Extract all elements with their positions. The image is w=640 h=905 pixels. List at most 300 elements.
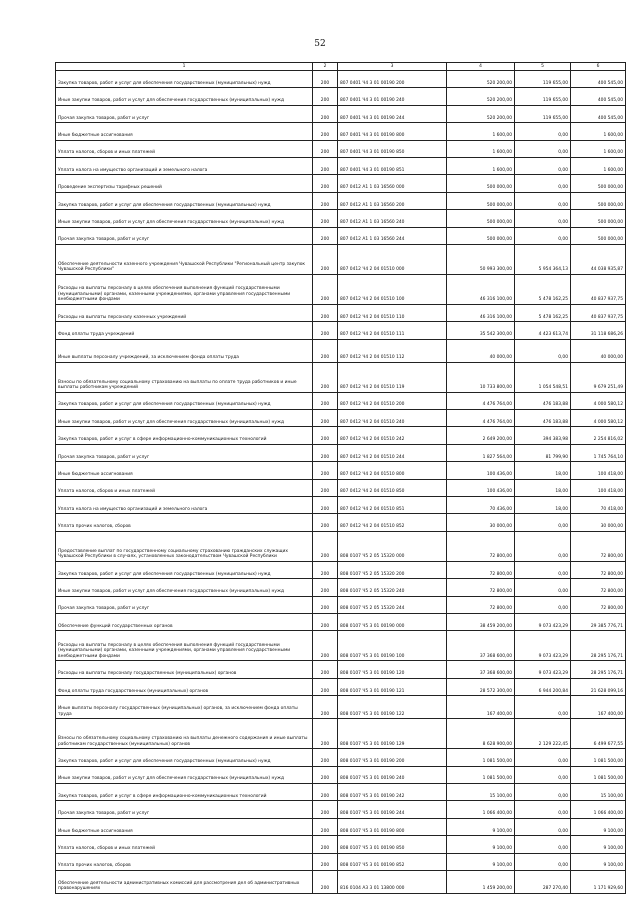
row-exec-cell: 0,00: [515, 783, 571, 800]
row-kbk-cell: 807 0412 Ч4 2 04 01510 852: [338, 514, 447, 531]
row-name-cell: Расходы на выплаты персоналу в целях обеспечения выполнения функций государственными (муниципальными) органами, казенными учреждениями, органами управления государственными внебюджетными фондами: [56, 631, 313, 661]
row-kbk-cell: 808 0107 Ч5 2 05 15320 000: [338, 531, 447, 561]
row-kbk-cell: 808 0107 Ч5 3 01 00190 244: [338, 801, 447, 818]
row-plan-cell: 500 000,00: [447, 175, 515, 192]
row-name-cell: Уплата налога на имущество организаций и земельного налога: [56, 157, 313, 174]
table-row: [56, 579, 626, 596]
row-kbk-cell: 807 0412 Ч4 2 04 01510 000: [338, 244, 447, 274]
row-code-cell: 200: [313, 274, 338, 304]
row-rest-cell: 500 000,00: [571, 175, 626, 192]
row-exec-cell: 0,00: [515, 123, 571, 140]
table-row: [56, 140, 626, 157]
row-rest-cell: 4 000 580,12: [571, 392, 626, 409]
table-row: [56, 479, 626, 496]
table-row: [56, 853, 626, 870]
row-code-cell: 200: [313, 392, 338, 409]
row-kbk-cell: 807 0412 А1 1 03 16560 200: [338, 192, 447, 209]
row-exec-cell: 18,00: [515, 462, 571, 479]
row-plan-cell: 10 733 800,00: [447, 362, 515, 392]
row-kbk-cell: 808 0107 Ч5 3 01 00190 800: [338, 818, 447, 835]
row-kbk-cell: 808 0107 Ч5 2 05 15320 240: [338, 579, 447, 596]
table-row: [56, 339, 626, 362]
row-name-cell: Фонд оплаты труда учреждений: [56, 322, 313, 339]
row-exec-cell: 0,00: [515, 140, 571, 157]
row-rest-cell: 40 837 937,75: [571, 304, 626, 321]
row-name-cell: Прочая закупка товаров, работ и услуг: [56, 801, 313, 818]
row-plan-cell: 1 600,00: [447, 140, 515, 157]
row-exec-cell: 0,00: [515, 596, 571, 613]
table-row: [56, 427, 626, 444]
row-name-cell: Расходы на выплаты персоналу казенных учреждений: [56, 304, 313, 321]
table-row: [56, 870, 626, 893]
column-number-row: [56, 63, 626, 71]
row-plan-cell: 50 993 300,00: [447, 244, 515, 274]
row-name-cell: Обеспечение деятельности казенного учреждения Чувашской Республики "Региональный центр закупок Чувашской Республики": [56, 244, 313, 274]
row-exec-cell: 9 073 423,29: [515, 661, 571, 678]
row-rest-cell: 1 081 500,00: [571, 766, 626, 783]
row-plan-cell: 40 000,00: [447, 339, 515, 362]
row-plan-cell: 1 600,00: [447, 157, 515, 174]
row-code-cell: 200: [313, 561, 338, 578]
row-rest-cell: 31 118 686,26: [571, 322, 626, 339]
table-row: [56, 304, 626, 321]
table-row: [56, 210, 626, 227]
row-rest-cell: 400 545,00: [571, 105, 626, 122]
row-name-cell: Иные бюджетные ассигнования: [56, 818, 313, 835]
row-name-cell: Иные закупки товаров, работ и услуг для обеспечения государственных (муниципальных) нужд: [56, 88, 313, 105]
row-plan-cell: 1 600,00: [447, 123, 515, 140]
row-name-cell: Закупка товаров, работ и услуг в сфере информационно-коммуникационных технологий: [56, 783, 313, 800]
row-code-cell: 200: [313, 123, 338, 140]
row-plan-cell: 167 400,00: [447, 696, 515, 719]
table-row: [56, 801, 626, 818]
row-kbk-cell: 807 0401 Ч4 3 01 00190 800: [338, 123, 447, 140]
row-exec-cell: 0,00: [515, 579, 571, 596]
row-code-cell: 200: [313, 210, 338, 227]
table-row: [56, 392, 626, 409]
row-rest-cell: 40 837 937,75: [571, 274, 626, 304]
row-plan-cell: 500 000,00: [447, 210, 515, 227]
row-exec-cell: 0,00: [515, 836, 571, 853]
row-code-cell: 200: [313, 719, 338, 749]
row-name-cell: Прочая закупка товаров, работ и услуг: [56, 596, 313, 613]
row-code-cell: 200: [313, 192, 338, 209]
table-row: [56, 836, 626, 853]
table-row: [56, 362, 626, 392]
row-kbk-cell: 808 0107 Ч5 3 01 00190 850: [338, 836, 447, 853]
table-row: [56, 274, 626, 304]
row-code-cell: 200: [313, 71, 338, 88]
table-row: [56, 227, 626, 244]
row-exec-cell: 287 270,40: [515, 870, 571, 893]
row-exec-cell: 4 423 613,74: [515, 322, 571, 339]
row-name-cell: Уплата прочих налогов, сборов: [56, 514, 313, 531]
row-name-cell: Иные бюджетные ассигнования: [56, 462, 313, 479]
row-name-cell: Закупка товаров, работ и услуг для обеспечения государственных (муниципальных) нужд: [56, 749, 313, 766]
row-plan-cell: 520 200,00: [447, 105, 515, 122]
row-kbk-cell: 807 0401 Ч4 3 01 00190 240: [338, 88, 447, 105]
row-exec-cell: 476 183,88: [515, 392, 571, 409]
table-row: [56, 818, 626, 835]
row-plan-cell: 72 800,00: [447, 579, 515, 596]
row-code-cell: 200: [313, 339, 338, 362]
row-exec-cell: 476 183,88: [515, 410, 571, 427]
row-exec-cell: 0,00: [515, 339, 571, 362]
table-row: [56, 123, 626, 140]
table-row: [56, 105, 626, 122]
row-plan-cell: 72 800,00: [447, 561, 515, 578]
row-exec-cell: 1 054 548,51: [515, 362, 571, 392]
row-plan-cell: 1 459 200,00: [447, 870, 515, 893]
table-row: [56, 192, 626, 209]
table-row: [56, 410, 626, 427]
row-code-cell: 200: [313, 479, 338, 496]
row-kbk-cell: 807 0412 Ч4 2 04 01510 110: [338, 304, 447, 321]
row-code-cell: 200: [313, 497, 338, 514]
row-plan-cell: 2 649 200,00: [447, 427, 515, 444]
table-row: [56, 613, 626, 630]
row-name-cell: Иные закупки товаров, работ и услуг для обеспечения государственных (муниципальных) нужд: [56, 766, 313, 783]
row-code-cell: 200: [313, 514, 338, 531]
row-kbk-cell: 808 0107 Ч5 3 01 00190 121: [338, 678, 447, 695]
row-plan-cell: 38 459 200,00: [447, 613, 515, 630]
row-code-cell: 200: [313, 836, 338, 853]
row-exec-cell: 0,00: [515, 561, 571, 578]
row-rest-cell: 9 100,00: [571, 818, 626, 835]
row-kbk-cell: 807 0412 Ч4 2 04 01510 851: [338, 497, 447, 514]
row-code-cell: 200: [313, 531, 338, 561]
row-code-cell: 200: [313, 749, 338, 766]
table-row: [56, 561, 626, 578]
row-name-cell: Иные закупки товаров, работ и услуг для обеспечения государственных (муниципальных) нужд: [56, 579, 313, 596]
table-row: [56, 678, 626, 695]
row-plan-cell: 37 368 600,00: [447, 661, 515, 678]
row-rest-cell: 70 418,00: [571, 497, 626, 514]
row-name-cell: Обеспечение деятельности административных комиссий для рассмотрения дел об административных правонарушениях: [56, 870, 313, 893]
row-kbk-cell: 807 0401 Ч4 3 01 00190 850: [338, 140, 447, 157]
row-kbk-cell: 807 0412 Ч4 2 04 01510 112: [338, 339, 447, 362]
row-name-cell: Обеспечение функций государственных органов: [56, 613, 313, 630]
row-name-cell: Уплата прочих налогов, сборов: [56, 853, 313, 870]
row-plan-cell: 500 000,00: [447, 227, 515, 244]
table-row: [56, 71, 626, 88]
row-code-cell: 200: [313, 853, 338, 870]
row-name-cell: Закупка товаров, работ и услуг для обеспечения государственных (муниципальных) нужд: [56, 192, 313, 209]
row-rest-cell: 1 171 929,60: [571, 870, 626, 893]
row-exec-cell: 0,00: [515, 157, 571, 174]
row-code-cell: 200: [313, 304, 338, 321]
row-exec-cell: 5 478 162,25: [515, 274, 571, 304]
table-row: [56, 88, 626, 105]
row-plan-cell: 35 542 300,00: [447, 322, 515, 339]
row-rest-cell: 500 000,00: [571, 192, 626, 209]
row-rest-cell: 1 600,00: [571, 140, 626, 157]
table-row: [56, 596, 626, 613]
row-name-cell: Предоставление выплат по государственному социальному страхованию гражданских служащих Чувашской Республики в случаях, установленных законодательством Чувашской Республики: [56, 531, 313, 561]
row-exec-cell: 0,00: [515, 227, 571, 244]
row-plan-cell: 37 368 600,00: [447, 631, 515, 661]
row-kbk-cell: 807 0412 Ч4 2 04 01510 111: [338, 322, 447, 339]
budget-table-body: [56, 71, 626, 894]
row-plan-cell: 1 081 500,00: [447, 749, 515, 766]
row-code-cell: 200: [313, 631, 338, 661]
row-rest-cell: 500 000,00: [571, 210, 626, 227]
row-rest-cell: 9 100,00: [571, 836, 626, 853]
row-plan-cell: 9 100,00: [447, 818, 515, 835]
row-rest-cell: 40 000,00: [571, 339, 626, 362]
row-kbk-cell: 808 0107 Ч5 2 05 15320 244: [338, 596, 447, 613]
row-exec-cell: 0,00: [515, 192, 571, 209]
row-kbk-cell: 808 0107 Ч5 3 01 00190 120: [338, 661, 447, 678]
row-rest-cell: 1 745 764,10: [571, 444, 626, 461]
row-code-cell: 200: [313, 227, 338, 244]
row-code-cell: 200: [313, 175, 338, 192]
row-code-cell: 200: [313, 105, 338, 122]
row-exec-cell: 18,00: [515, 497, 571, 514]
row-exec-cell: 0,00: [515, 801, 571, 818]
row-rest-cell: 30 000,00: [571, 514, 626, 531]
row-code-cell: 200: [313, 783, 338, 800]
row-name-cell: Закупка товаров, работ и услуг в сфере информационно-коммуникационных технологий: [56, 427, 313, 444]
row-rest-cell: 15 100,00: [571, 783, 626, 800]
row-code-cell: 200: [313, 801, 338, 818]
row-kbk-cell: 808 0107 Ч5 3 01 00190 122: [338, 696, 447, 719]
row-kbk-cell: 807 0401 Ч4 3 01 00190 244: [338, 105, 447, 122]
table-row: [56, 322, 626, 339]
row-name-cell: Уплата налогов, сборов и иных платежей: [56, 479, 313, 496]
row-rest-cell: 9 100,00: [571, 853, 626, 870]
row-exec-cell: 5 478 162,25: [515, 304, 571, 321]
table-row: [56, 696, 626, 719]
row-rest-cell: 167 400,00: [571, 696, 626, 719]
row-code-cell: 200: [313, 88, 338, 105]
row-plan-cell: 72 800,00: [447, 531, 515, 561]
row-kbk-cell: 808 0107 Ч5 3 01 00190 100: [338, 631, 447, 661]
row-rest-cell: 2 254 816,02: [571, 427, 626, 444]
row-exec-cell: 0,00: [515, 531, 571, 561]
row-rest-cell: 72 800,00: [571, 596, 626, 613]
table-row: [56, 783, 626, 800]
row-rest-cell: 1 600,00: [571, 157, 626, 174]
table-row: [56, 631, 626, 661]
row-rest-cell: 500 000,00: [571, 227, 626, 244]
column-header: 5: [515, 63, 571, 71]
row-exec-cell: 2 129 222,45: [515, 719, 571, 749]
row-rest-cell: 1 081 500,00: [571, 749, 626, 766]
row-plan-cell: 500 000,00: [447, 192, 515, 209]
row-kbk-cell: 808 0107 Ч5 3 01 00190 240: [338, 766, 447, 783]
row-name-cell: Закупка товаров, работ и услуг для обеспечения государственных (муниципальных) нужд: [56, 561, 313, 578]
row-rest-cell: 6 499 677,55: [571, 719, 626, 749]
row-plan-cell: 520 200,00: [447, 88, 515, 105]
row-plan-cell: 72 800,00: [447, 596, 515, 613]
column-header: 2: [313, 63, 338, 71]
row-plan-cell: 30 000,00: [447, 514, 515, 531]
row-code-cell: 200: [313, 444, 338, 461]
row-code-cell: 200: [313, 596, 338, 613]
row-rest-cell: 28 295 176,71: [571, 631, 626, 661]
row-name-cell: Прочая закупка товаров, работ и услуг: [56, 444, 313, 461]
row-exec-cell: 9 073 423,29: [515, 631, 571, 661]
row-kbk-cell: 807 0412 А1 1 03 16560 244: [338, 227, 447, 244]
row-exec-cell: 0,00: [515, 853, 571, 870]
row-kbk-cell: 808 0107 Ч5 3 01 00190 000: [338, 613, 447, 630]
row-name-cell: Закупка товаров, работ и услуг для обеспечения государственных (муниципальных) нужд: [56, 71, 313, 88]
row-kbk-cell: 808 0107 Ч5 3 01 00190 242: [338, 783, 447, 800]
row-exec-cell: 0,00: [515, 175, 571, 192]
row-plan-cell: 9 100,00: [447, 853, 515, 870]
row-code-cell: 200: [313, 362, 338, 392]
page-number: 52: [314, 39, 326, 49]
row-rest-cell: 400 545,00: [571, 88, 626, 105]
table-row: [56, 661, 626, 678]
row-plan-cell: 520 200,00: [447, 71, 515, 88]
row-code-cell: 200: [313, 140, 338, 157]
table-row: [56, 497, 626, 514]
row-plan-cell: 100 436,00: [447, 479, 515, 496]
row-name-cell: Закупка товаров, работ и услуг для обеспечения государственных (муниципальных) нужд: [56, 392, 313, 409]
row-exec-cell: 6 944 200,84: [515, 678, 571, 695]
row-plan-cell: 28 572 300,00: [447, 678, 515, 695]
row-rest-cell: 72 800,00: [571, 531, 626, 561]
table-row: [56, 244, 626, 274]
row-kbk-cell: 808 0107 Ч5 3 01 00190 200: [338, 749, 447, 766]
row-exec-cell: 119 655,00: [515, 88, 571, 105]
row-code-cell: 200: [313, 818, 338, 835]
row-kbk-cell: 807 0412 Ч4 2 04 01510 242: [338, 427, 447, 444]
table-row: [56, 766, 626, 783]
row-exec-cell: 0,00: [515, 749, 571, 766]
row-code-cell: 200: [313, 157, 338, 174]
row-name-cell: Иные закупки товаров, работ и услуг для обеспечения государственных (муниципальных) нужд: [56, 410, 313, 427]
row-kbk-cell: 807 0412 А1 1 03 16560 000: [338, 175, 447, 192]
row-name-cell: Уплата налога на имущество организаций и земельного налога: [56, 497, 313, 514]
row-code-cell: 200: [313, 427, 338, 444]
row-code-cell: 200: [313, 661, 338, 678]
row-kbk-cell: 807 0412 А1 1 03 16560 240: [338, 210, 447, 227]
row-plan-cell: 70 436,00: [447, 497, 515, 514]
row-plan-cell: 46 316 100,00: [447, 304, 515, 321]
row-rest-cell: 9 679 251,49: [571, 362, 626, 392]
row-name-cell: Уплата налогов, сборов и иных платежей: [56, 140, 313, 157]
row-name-cell: Взносы по обязательному социальному страхованию на выплаты денежного содержания и иные выплаты работникам государственных (муниципальных) органов: [56, 719, 313, 749]
row-rest-cell: 28 295 176,71: [571, 661, 626, 678]
row-kbk-cell: 807 0412 Ч4 2 04 01510 850: [338, 479, 447, 496]
row-code-cell: 200: [313, 410, 338, 427]
row-name-cell: Фонд оплаты труда государственных (муниципальных) органов: [56, 678, 313, 695]
row-name-cell: Иные закупки товаров, работ и услуг для обеспечения государственных (муниципальных) нужд: [56, 210, 313, 227]
row-kbk-cell: 808 0107 Ч5 3 01 00190 129: [338, 719, 447, 749]
row-kbk-cell: 807 0401 Ч4 3 01 00190 200: [338, 71, 447, 88]
row-name-cell: Уплата налогов, сборов и иных платежей: [56, 836, 313, 853]
row-rest-cell: 100 418,00: [571, 479, 626, 496]
row-exec-cell: 18,00: [515, 479, 571, 496]
column-header: 6: [571, 63, 626, 71]
row-code-cell: 200: [313, 678, 338, 695]
row-name-cell: Расходы на выплаты персоналу государственных (муниципальных) органов: [56, 661, 313, 678]
row-exec-cell: 5 954 364,13: [515, 244, 571, 274]
row-kbk-cell: 816 0104 А3 3 01 13800 000: [338, 870, 447, 893]
row-name-cell: Прочая закупка товаров, работ и услуг: [56, 105, 313, 122]
row-exec-cell: 0,00: [515, 514, 571, 531]
row-name-cell: Иные выплаты персоналу государственных (муниципальных) органов, за исключением фонда оплаты труда: [56, 696, 313, 719]
row-kbk-cell: 807 0401 Ч4 3 01 00190 851: [338, 157, 447, 174]
row-plan-cell: 1 081 500,00: [447, 766, 515, 783]
row-kbk-cell: 807 0412 Ч4 2 04 01510 800: [338, 462, 447, 479]
column-header: 1: [56, 63, 313, 71]
row-plan-cell: 1 827 564,00: [447, 444, 515, 461]
row-rest-cell: 400 545,00: [571, 71, 626, 88]
row-rest-cell: 44 038 935,87: [571, 244, 626, 274]
row-code-cell: 200: [313, 462, 338, 479]
row-kbk-cell: 808 0107 Ч5 3 01 00190 852: [338, 853, 447, 870]
row-exec-cell: 9 073 423,29: [515, 613, 571, 630]
row-plan-cell: 9 100,00: [447, 836, 515, 853]
row-kbk-cell: 807 0412 Ч4 2 04 01510 119: [338, 362, 447, 392]
row-plan-cell: 46 316 100,00: [447, 274, 515, 304]
row-kbk-cell: 807 0412 Ч4 2 04 01510 100: [338, 274, 447, 304]
row-plan-cell: 1 066 400,00: [447, 801, 515, 818]
table-row: [56, 444, 626, 461]
row-exec-cell: 0,00: [515, 696, 571, 719]
row-kbk-cell: 807 0412 Ч4 2 04 01510 240: [338, 410, 447, 427]
table-row: [56, 531, 626, 561]
row-plan-cell: 100 436,00: [447, 462, 515, 479]
table-row: [56, 514, 626, 531]
row-code-cell: 200: [313, 696, 338, 719]
row-rest-cell: 21 628 099,16: [571, 678, 626, 695]
row-rest-cell: 100 418,00: [571, 462, 626, 479]
table-row: [56, 175, 626, 192]
row-rest-cell: 72 800,00: [571, 579, 626, 596]
row-exec-cell: 394 383,98: [515, 427, 571, 444]
row-kbk-cell: 808 0107 Ч5 2 05 15320 200: [338, 561, 447, 578]
row-code-cell: 200: [313, 579, 338, 596]
row-name-cell: Проведение экспертизы тарифных решений: [56, 175, 313, 192]
row-exec-cell: 81 799,90: [515, 444, 571, 461]
row-rest-cell: 4 000 580,12: [571, 410, 626, 427]
row-code-cell: 200: [313, 322, 338, 339]
row-kbk-cell: 807 0412 Ч4 2 04 01510 200: [338, 392, 447, 409]
row-code-cell: 200: [313, 870, 338, 893]
row-plan-cell: 4 476 764,00: [447, 392, 515, 409]
row-name-cell: Иные выплаты персоналу учреждений, за исключением фонда оплаты труда: [56, 339, 313, 362]
column-header: 3: [338, 63, 447, 71]
row-plan-cell: 8 628 900,00: [447, 719, 515, 749]
budget-table: [55, 62, 626, 894]
row-name-cell: Расходы на выплаты персоналу в целях обеспечения выполнения функций государственными (муниципальными) органами, казенными учреждениями, органами управления государственными внебюджетными фондами: [56, 274, 313, 304]
row-exec-cell: 0,00: [515, 818, 571, 835]
row-plan-cell: 15 100,00: [447, 783, 515, 800]
row-exec-cell: 119 655,00: [515, 71, 571, 88]
row-code-cell: 200: [313, 613, 338, 630]
table-row: [56, 157, 626, 174]
row-kbk-cell: 807 0412 Ч4 2 04 01510 244: [338, 444, 447, 461]
row-rest-cell: 29 385 776,71: [571, 613, 626, 630]
row-code-cell: 200: [313, 766, 338, 783]
table-row: [56, 462, 626, 479]
row-rest-cell: 1 066 400,00: [571, 801, 626, 818]
row-name-cell: Взносы по обязательному социальному страхованию на выплаты по оплате труда работников и иные выплаты работникам учреждений: [56, 362, 313, 392]
table-row: [56, 749, 626, 766]
column-header: 4: [447, 63, 515, 71]
row-exec-cell: 0,00: [515, 210, 571, 227]
row-name-cell: Иные бюджетные ассигнования: [56, 123, 313, 140]
row-exec-cell: 119 655,00: [515, 105, 571, 122]
row-rest-cell: 1 600,00: [571, 123, 626, 140]
row-code-cell: 200: [313, 244, 338, 274]
row-rest-cell: 72 800,00: [571, 561, 626, 578]
